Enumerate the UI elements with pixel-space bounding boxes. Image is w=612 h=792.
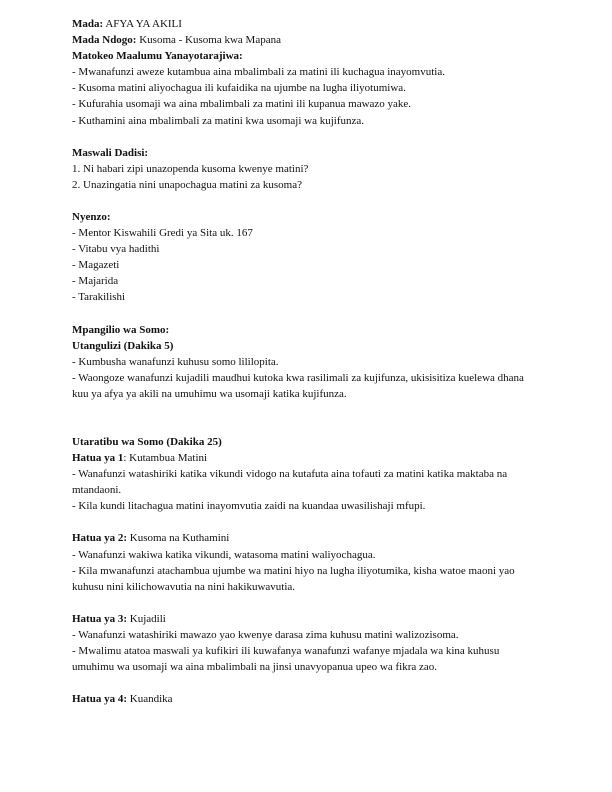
matokeo-item: - Kufurahia usomaji wa aina mbalimbali za matini ili kupanua mawazo yake. [72,98,412,111]
hatua-3-item: - Wanafunzi watashiriki mawazo yao kwenye darasa zima kuhusu matini walizozisoma. [72,628,459,641]
hatua-2-label: Hatua ya 2: [72,532,127,545]
utaratibu-heading: Utaratibu wa Somo (Dakika 25) [72,435,222,448]
hatua-1-line [72,450,542,466]
nyenzo-item: - Mentor Kiswahili Gredi ya Sita uk. 167 [72,227,253,240]
nyenzo-item: - Vitabu vya hadithi [72,243,160,256]
mada-ndogo-value: Kusoma - Kusoma kwa Mapana [139,34,281,47]
hatua-2-line [72,530,542,546]
utangulizi-item: - Kumbusha wanafunzi kuhusu somo lililopita. [72,355,279,368]
hatua-3-line [72,611,542,627]
nyenzo-item: - Majarida [72,275,119,288]
hatua-1-title: : Kutambua Matini [123,452,208,465]
nyenzo-item: - Tarakilishi [72,291,126,304]
lesson-plan-page [72,16,542,707]
mada-label: Mada: [72,18,104,30]
mada-value: AFYA YA AKILI [105,18,182,30]
hatua-1-item: - Kila kundi litachagua matini inayomvutia zaidi na kuandaa uwasilishaji mfupi. [72,500,426,513]
utangulizi-heading: Utangulizi (Dakika 5) [72,339,174,352]
hatua-3-item: - Mwalimu atatoa maswali ya kufikiri ili kuwafanya wanafunzi wafanye mjadala wa kina kuhusu umuhimu wa usomaji wa aina mbalimbali na jinsi unavyopanua upeo wa fikra zao. [72,645,500,674]
hatua-3-title: Kujadili [127,612,166,625]
mada-ndogo-label: Mada Ndogo: [72,34,137,47]
matokeo-item: - Mwanafunzi aweze kutambua aina mbalimbali za matini ili kuchagua inayomvutia. [72,66,445,79]
hatua-4-title: Kuandika [127,693,173,706]
hatua-2-item: - Kila mwanafunzi atachambua ujumbe wa matini hiyo na lugha iliyotumika, kisha watoe maoni yao kuhusu nini kilichowavutia na nini hakikuwavutia. [72,564,515,593]
hatua-1-label: Hatua ya 1 [72,452,124,465]
nyenzo-heading: Nyenzo: [72,210,111,223]
matokeo-heading: Matokeo Maalumu Yanayotarajiwa: [72,50,243,63]
nyenzo-item: - Magazeti [72,259,120,272]
maswali-item: 1. Ni habari zipi unazopenda kusoma kwenye matini? [72,162,309,175]
mpangilio-heading: Mpangilio wa Somo: [72,323,170,336]
maswali-heading: Maswali Dadisi: [72,146,149,159]
maswali-item: 2. Unazingatia nini unapochagua matini za kusoma? [72,178,303,191]
hatua-4-line [72,691,542,707]
matokeo-item: - Kuthamini aina mbalimbali za matini kwa usomaji wa kujifunza. [72,114,365,127]
matokeo-item: - Kusoma matini aliyochagua ili kufaidika na ujumbe na lugha iliyotumiwa. [72,82,406,95]
hatua-2-item: - Wanafunzi wakiwa katika vikundi, watasoma matini waliyochagua. [72,548,376,561]
utangulizi-item: - Waongoze wanafunzi kujadili maudhui kutoka kwa rasilimali za kujifunza, ukisisitiza kuelewa dhana kuu ya afya ya akili na umuhimu wa usomaji katika kujifunza. [72,371,524,400]
hatua-1-item: - Wanafunzi watashiriki katika vikundi vidogo na kutafuta aina tofauti za matini katika maktaba na mtandaoni. [72,468,508,497]
mada-ndogo-line [72,32,542,48]
hatua-3-label: Hatua ya 3: [72,612,127,625]
hatua-4-label: Hatua ya 4: [72,693,127,706]
mada-line [72,16,542,32]
hatua-2-title: Kusoma na Kuthamini [127,532,230,545]
